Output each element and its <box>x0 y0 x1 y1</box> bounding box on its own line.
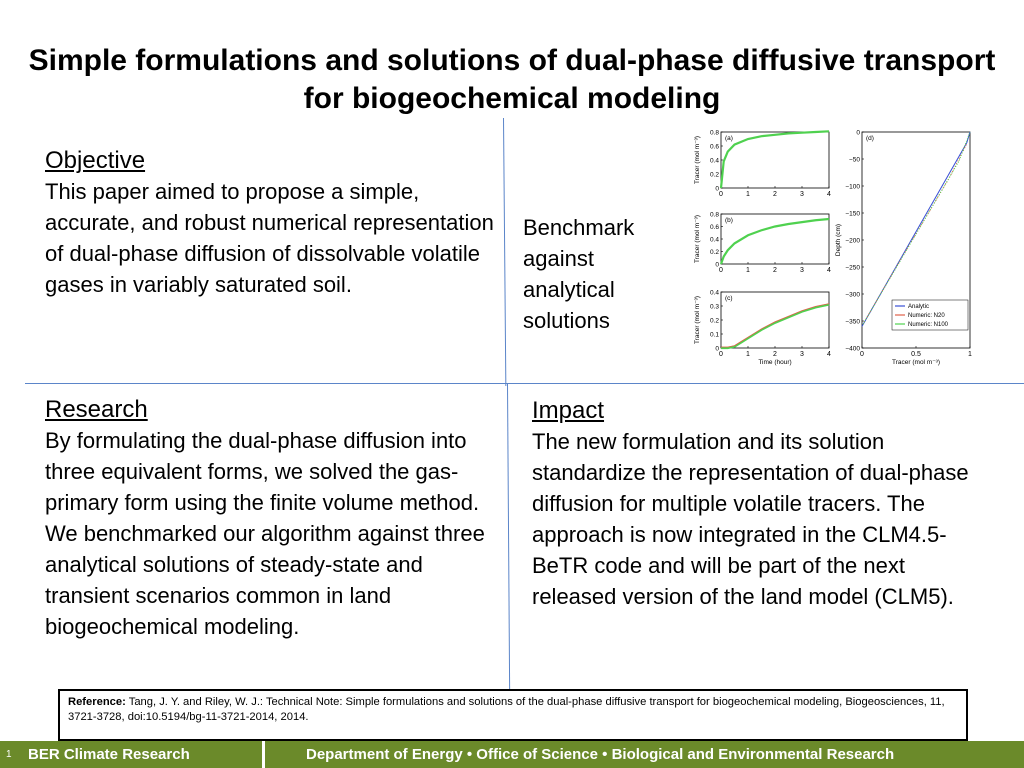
x-axis-label: Tracer (mol m⁻³) <box>892 359 940 366</box>
x-tick-label: 4 <box>827 351 831 358</box>
objective-section <box>45 146 495 300</box>
footer-left-label: BER Climate Research <box>28 746 190 763</box>
y-tick-label: −50 <box>848 156 860 164</box>
x-tick-label: 3 <box>800 191 804 198</box>
y-tick-label: 0.6 <box>709 143 719 151</box>
benchmark-chart-svg <box>690 124 980 374</box>
legend-label: Analytic <box>908 304 930 310</box>
y-axis-label: Depth (cm) <box>835 223 842 257</box>
panel-label: (a) <box>725 135 733 142</box>
research-body: By formulating the dual-phase diffusion into three equivalent forms, we solved the gas-primary form using the finite volume method. We benchmarked our algorithm against three analytical solutions of steady-state and transient scenarios common in land biogeochemical modeling. <box>45 428 485 639</box>
x-tick-label: 0 <box>719 351 723 358</box>
series-line <box>721 219 829 264</box>
x-tick-label: 1 <box>746 267 750 274</box>
x-tick-label: 2 <box>773 267 777 274</box>
panel-label: (c) <box>725 295 733 302</box>
impact-body: The new formulation and its solution standardize the representation of dual-phase diffusion for multiple volatile tracers. The approach is now integrated in the CLM4.5-BeTR code and will be part of the next released version of the land model (CLM5). <box>532 429 969 609</box>
panel-label: (b) <box>725 217 733 224</box>
y-tick-label: 0 <box>856 129 860 137</box>
slide-title: Simple formulations and solutions of dual-phase diffusive transport for biogeochemical modeling <box>28 44 996 115</box>
footer-divider <box>262 741 265 768</box>
vertical-divider-bottom <box>507 384 510 690</box>
y-tick-label: 0.4 <box>709 157 719 165</box>
y-tick-label: −200 <box>845 237 860 245</box>
legend-label: Numeric: N20 <box>908 313 945 319</box>
y-tick-label: −400 <box>845 345 860 353</box>
legend-label: Numeric: N100 <box>908 322 949 328</box>
footer-right-label: Department of Energy • Office of Science • Biological and Environmental Research <box>306 746 895 763</box>
impact-heading: Impact <box>532 397 605 424</box>
vertical-divider-top <box>503 118 506 386</box>
y-tick-label: 0.4 <box>709 236 719 244</box>
objective-body: This paper aimed to propose a simple, accurate, and robust numerical representation of dual-phase diffusion of dissolvable volatile gases in variably saturated soil. <box>45 179 494 297</box>
x-tick-label: 1 <box>968 351 972 358</box>
y-tick-label: −100 <box>845 183 860 191</box>
y-tick-label: 0.8 <box>709 129 719 137</box>
x-tick-label: 3 <box>800 267 804 274</box>
x-tick-label: 3 <box>800 351 804 358</box>
y-tick-label: 0.8 <box>709 211 719 219</box>
x-tick-label: 0 <box>719 191 723 198</box>
y-tick-label: 0 <box>715 185 719 193</box>
x-tick-label: 0 <box>860 351 864 358</box>
benchmark-figure <box>690 124 980 374</box>
y-tick-label: 0.2 <box>709 317 719 325</box>
x-tick-label: 4 <box>827 191 831 198</box>
y-axis-label: Tracer (mol m⁻³) <box>694 215 701 263</box>
objective-heading: Objective <box>45 147 146 174</box>
series-line <box>862 132 970 326</box>
x-axis-label: Time (hour) <box>758 359 792 366</box>
y-axis-label: Tracer (mol m⁻³) <box>694 136 701 184</box>
x-tick-label: 0 <box>719 267 723 274</box>
footer-bar <box>0 741 1024 768</box>
research-heading: Research <box>45 396 148 423</box>
series-line <box>721 131 829 188</box>
chart-frame <box>721 292 829 348</box>
series-line-overlay <box>721 304 829 347</box>
horizontal-divider <box>25 383 1024 384</box>
series-line <box>721 305 829 348</box>
y-tick-label: 0.1 <box>709 331 719 339</box>
panel-label: (d) <box>866 135 874 142</box>
y-tick-label: 0.2 <box>709 171 719 179</box>
reference-box <box>58 689 968 741</box>
y-tick-label: −300 <box>845 291 860 299</box>
y-axis-label: Tracer (mol m⁻³) <box>694 296 701 344</box>
y-tick-label: 0.2 <box>709 249 719 256</box>
benchmark-label: Benchmark against analytical solutions <box>523 215 635 333</box>
y-tick-label: 0.6 <box>709 224 719 231</box>
y-tick-label: −150 <box>845 210 860 218</box>
x-tick-label: 1 <box>746 191 750 198</box>
y-tick-label: 0.4 <box>709 289 719 297</box>
reference-label: Reference: <box>68 696 126 708</box>
y-tick-label: 0.3 <box>709 303 719 311</box>
x-tick-label: 4 <box>827 267 831 274</box>
x-tick-label: 0.5 <box>911 351 921 358</box>
impact-section <box>532 396 987 612</box>
x-tick-label: 2 <box>773 351 777 358</box>
y-tick-label: 0 <box>715 345 719 353</box>
chart-frame <box>721 132 829 188</box>
y-tick-label: −250 <box>845 264 860 272</box>
y-tick-label: −350 <box>845 318 860 326</box>
slide-number: 1 <box>6 749 12 760</box>
research-section <box>45 395 485 642</box>
y-tick-label: 0 <box>715 261 719 269</box>
x-tick-label: 2 <box>773 191 777 198</box>
reference-text: Tang, J. Y. and Riley, W. J.: Technical Note: Simple formulations and solutions of the dual-phase diffusive transport for biogeochemical modeling, Biogeosciences, 11, 3721-3728, doi:10.5194/bg-11-3721-2014, 2014. <box>68 696 945 723</box>
x-tick-label: 1 <box>746 351 750 358</box>
